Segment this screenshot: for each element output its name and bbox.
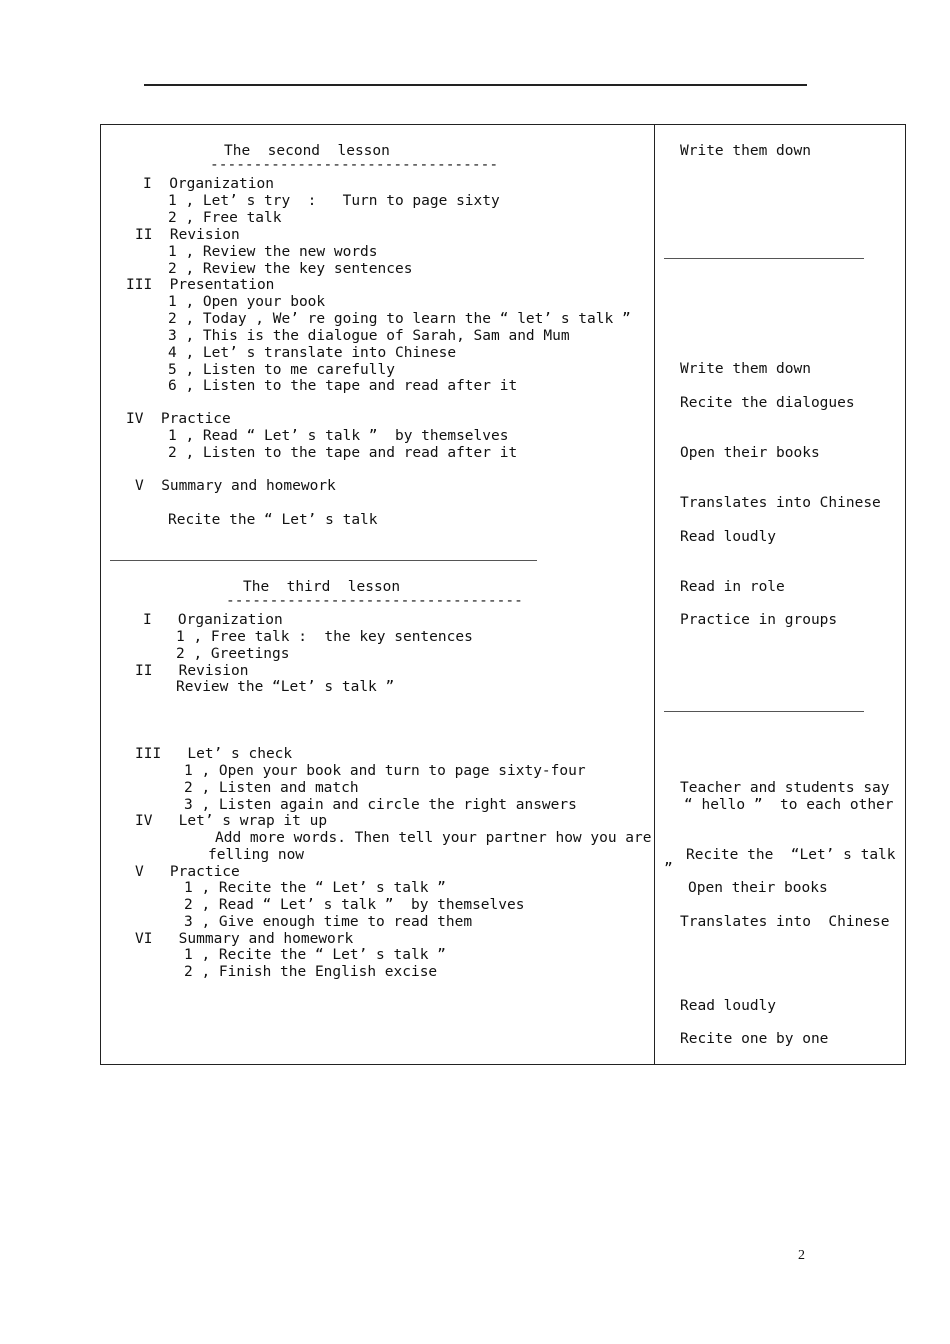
activity-separator xyxy=(664,711,864,712)
list-item: 2 , Finish the English excise xyxy=(184,964,438,980)
list-item: 4 , Let’ s translate into Chinese xyxy=(168,345,457,361)
list-item: 2 , Listen and match xyxy=(184,780,359,796)
list-item: 1 , Open your book xyxy=(168,294,326,310)
list-item: Recite the “ Let’ s talk xyxy=(168,512,378,528)
section-wrap-up: IV Let’ s wrap it up xyxy=(135,813,328,829)
list-item: 1 , Open your book and turn to page sixty-four xyxy=(184,763,586,779)
section-organization: I Organization xyxy=(143,176,274,192)
second-lesson-title-underline: --------------------------------- xyxy=(210,157,499,173)
student-activity: Translates into Chinese xyxy=(680,495,881,511)
third-lesson-title-underline: ---------------------------------- xyxy=(226,593,523,609)
section-organization: I Organization xyxy=(143,612,283,628)
lesson-separator xyxy=(110,560,537,561)
student-activity: Recite the dialogues xyxy=(680,395,855,411)
student-activity: Write them down xyxy=(680,361,811,377)
list-item: 2 , Greetings xyxy=(176,646,290,662)
list-item: 3 , This is the dialogue of Sarah, Sam and Mum xyxy=(168,328,570,344)
page-number: 2 xyxy=(798,1248,805,1263)
header-rule xyxy=(144,84,807,86)
list-item: 2 , Free talk xyxy=(168,210,282,226)
student-activity: Recite one by one xyxy=(680,1031,829,1047)
section-practice: V Practice xyxy=(135,864,240,880)
student-activity: “ hello ” to each other xyxy=(684,797,894,813)
student-activity: Read loudly xyxy=(680,998,777,1014)
section-revision: II Revision xyxy=(135,663,249,679)
student-activity: Translates into Chinese xyxy=(680,914,890,930)
section-summary: V Summary and homework xyxy=(135,478,336,494)
list-item: Review the “Let’ s talk ” xyxy=(176,679,395,695)
section-summary: VI Summary and homework xyxy=(135,931,354,947)
list-item: 1 , Recite the “ Let’ s talk ” xyxy=(184,880,446,896)
list-item: 2 , Listen to the tape and read after it xyxy=(168,445,518,461)
list-item: 3 , Give enough time to read them xyxy=(184,914,473,930)
list-item: 6 , Listen to the tape and read after it xyxy=(168,378,518,394)
list-item: 5 , Listen to me carefully xyxy=(168,362,395,378)
list-item: 1 , Let’ s try : Turn to page sixty xyxy=(168,193,500,209)
student-activity: Teacher and students say xyxy=(680,780,890,796)
activity-separator xyxy=(664,258,864,259)
student-activity: Read in role xyxy=(680,579,785,595)
list-item: 3 , Listen again and circle the right answers xyxy=(184,797,577,813)
section-presentation: III Presentation xyxy=(126,277,275,293)
section-revision: II Revision xyxy=(135,227,240,243)
student-activity: Open their books xyxy=(688,880,828,896)
student-activity: Read loudly xyxy=(680,529,777,545)
student-activity: ” xyxy=(664,861,673,877)
third-lesson-title: The third lesson xyxy=(243,579,401,595)
student-activity: Practice in groups xyxy=(680,612,838,628)
student-activity: Open their books xyxy=(680,445,820,461)
section-lets-check: III Let’ s check xyxy=(135,746,293,762)
list-item: 1 , Review the new words xyxy=(168,244,378,260)
student-activity: Recite the “Let’ s talk xyxy=(686,847,896,863)
list-item: 2 , Today , We’ re going to learn the “ let’ s talk ” xyxy=(168,311,631,327)
list-item: 1 , Free talk : the key sentences xyxy=(176,629,473,645)
list-item: 1 , Recite the “ Let’ s talk ” xyxy=(184,947,446,963)
list-item: 2 , Review the key sentences xyxy=(168,261,413,277)
second-lesson-title: The second lesson xyxy=(224,143,390,159)
list-item: Add more words. Then tell your partner how you are xyxy=(215,830,652,846)
list-item: 1 , Read “ Let’ s talk ” by themselves xyxy=(168,428,509,444)
column-divider xyxy=(654,124,655,1065)
list-item: 2 , Read “ Let’ s talk ” by themselves xyxy=(184,897,525,913)
list-item: felling now xyxy=(208,847,305,863)
section-practice: IV Practice xyxy=(126,411,231,427)
student-activity: Write them down xyxy=(680,143,811,159)
